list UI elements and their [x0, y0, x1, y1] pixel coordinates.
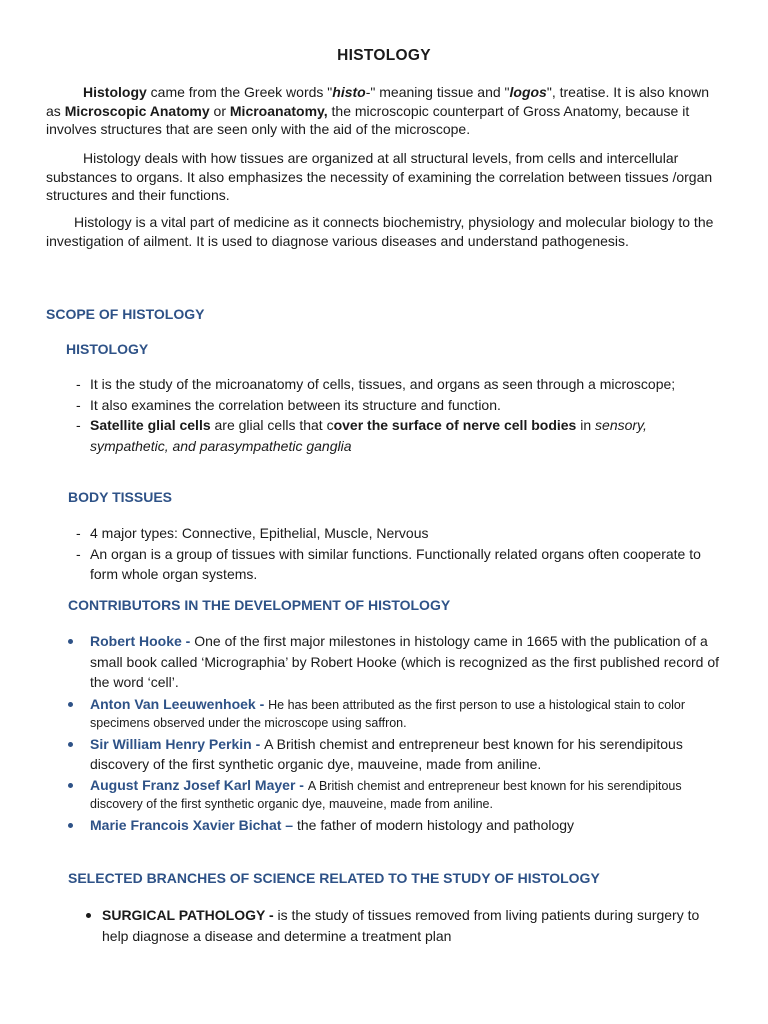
- body-tissues-heading: BODY TISSUES: [68, 489, 172, 505]
- term-logos: logos: [509, 84, 547, 100]
- dash-marker: -: [76, 396, 81, 413]
- branch-name: SURGICAL PATHOLOGY -: [102, 907, 278, 923]
- intro-text: -" meaning tissue and ": [365, 84, 510, 100]
- contributor-text: One of the first major milestones in histology came in 1665 with the publication of a small book called ‘Micrographia’ by Robert Hooke (which is recognized as the first published record of the word ‘cell’.: [90, 633, 720, 690]
- term-ganglia: sensory, sympathetic, and parasympathetic ganglia: [90, 417, 647, 454]
- contributor-item: [66, 776, 726, 814]
- branches-heading: SELECTED BRANCHES OF SCIENCE RELATED TO THE STUDY OF HISTOLOGY: [68, 870, 600, 886]
- scope-heading: SCOPE OF HISTOLOGY: [46, 306, 205, 322]
- contributor-text: He has been attributed as the first person to use a histological stain to color specimens observed under the microscope using saffron.: [90, 697, 686, 730]
- contributor-name: Anton Van Leeuwenhoek -: [90, 695, 269, 712]
- list-item-text: in: [576, 417, 596, 433]
- intro-text: came from the Greek words ": [146, 84, 333, 100]
- bullet-icon: [68, 823, 73, 828]
- contributor-text: the father of modern histology and pathology: [296, 816, 575, 833]
- intro-text: or: [209, 102, 230, 119]
- list-item-text: An organ is a group of tissues with similar functions. Functionally related organs often cooperate to form whole organ systems.: [90, 545, 701, 582]
- term-microanatomy: Microanatomy,: [229, 102, 328, 119]
- list-item: [76, 544, 726, 585]
- list-item: [76, 523, 726, 544]
- bullet-icon: [68, 742, 73, 747]
- page-title: HISTOLOGY: [337, 47, 431, 64]
- list-item-text: 4 major types: Connective, Epithelial, Muscle, Nervous: [90, 525, 429, 541]
- contributor-item: [66, 734, 726, 775]
- list-item-text: are glial cells that c: [210, 417, 334, 433]
- intro-text: Histology deals with how tissues are organized at all structural levels, from cells and intercellular substances to organs. It also emphasizes the necessity of examining the correlation between tissues /organ structures and their functions.: [46, 150, 713, 203]
- body-tissues-list: [76, 523, 726, 585]
- contributor-item: [66, 695, 726, 733]
- branches-list: [86, 905, 726, 946]
- branch-text: is the study of tissues removed from living patients during surgery to help diagnose a disease and determine a treatment plan: [102, 907, 700, 944]
- intro-text: the microscopic counterpart of Gross Anatomy, because it involves structures that are seen only with the aid of the microscope.: [46, 102, 690, 137]
- dash-marker: -: [76, 545, 81, 562]
- contributor-name: Robert Hooke -: [90, 633, 195, 649]
- contributor-name: Sir William Henry Perkin -: [90, 735, 265, 752]
- term-nerve-cell-bodies: over the surface of nerve cell bodies: [333, 417, 577, 433]
- term-histology: Histology: [83, 84, 147, 100]
- intro-paragraph-3: [46, 213, 722, 250]
- contributor-text: A British chemist and entrepreneur best known for his serendipitous discovery of the first synthetic organic dye, mauveine, made from aniline.: [90, 735, 683, 772]
- bullet-icon: [68, 702, 73, 707]
- contributors-list: [66, 631, 726, 835]
- intro-text: Histology is a vital part of medicine as it connects biochemistry, physiology and molecular biology to the investigation of ailment. It is used to diagnose various diseases and understand pathogenesis.: [46, 214, 714, 249]
- term-microscopic-anatomy: Microscopic Anatomy: [64, 102, 210, 119]
- contributors-heading: CONTRIBUTORS IN THE DEVELOPMENT OF HISTOLOGY: [68, 597, 451, 613]
- histology-subheading: HISTOLOGY: [66, 341, 149, 357]
- branch-item: [86, 905, 726, 946]
- term-histo: histo: [332, 84, 366, 100]
- intro-text: ", treatise. It is also known as: [46, 84, 710, 119]
- bullet-icon: [68, 639, 73, 644]
- bullet-icon: [86, 913, 91, 918]
- contributor-item: [66, 631, 726, 693]
- contributor-text: A British chemist and entrepreneur best known for his serendipitous discovery of the first synthetic organic dye, mauveine, made from aniline.: [90, 778, 682, 811]
- histology-list: [76, 374, 726, 456]
- contributor-item: [66, 815, 726, 836]
- intro-paragraph-2: [46, 149, 722, 205]
- intro-paragraph-1: [46, 83, 722, 139]
- list-item-text: It is the study of the microanatomy of cells, tissues, and organs as seen through a microscope;: [90, 376, 676, 392]
- list-item: [76, 415, 726, 456]
- list-item: [76, 374, 726, 395]
- dash-marker: -: [76, 417, 81, 433]
- contributor-name: August Franz Josef Karl Mayer -: [90, 776, 308, 793]
- dash-marker: -: [76, 376, 81, 392]
- list-item: [76, 395, 726, 416]
- bullet-icon: [68, 783, 73, 788]
- dash-marker: -: [76, 525, 81, 541]
- contributor-name: Marie Francois Xavier Bichat –: [90, 816, 297, 833]
- list-item-text: It also examines the correlation between its structure and function.: [90, 396, 501, 413]
- term-satellite-glial-cells: Satellite glial cells: [90, 417, 211, 433]
